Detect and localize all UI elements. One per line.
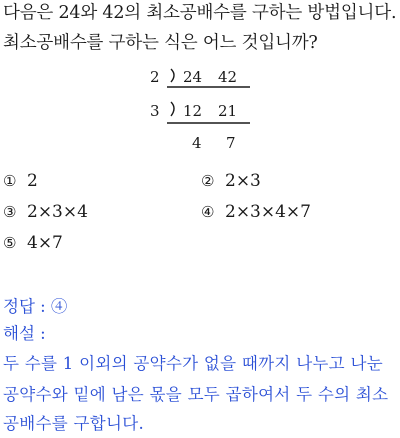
ladder-bracket-2 [171, 102, 174, 116]
choice-2-text: 2×3 [225, 171, 261, 191]
choice-5[interactable] [3, 232, 63, 254]
choice-1[interactable] [3, 170, 38, 192]
ladder-value: 42 [218, 68, 238, 86]
ladder-bracket-1 [171, 69, 174, 82]
explanation-line: 공약수와 밑에 남은 몫을 모두 곱하여서 두 수의 최소 [3, 385, 389, 404]
choice-3-mark: ③ [3, 203, 17, 221]
ladder-division-diagram [0, 66, 400, 158]
choice-1-mark: ① [3, 172, 17, 190]
ladder-quotient: 7 [226, 134, 236, 152]
ladder-value: 12 [183, 102, 203, 120]
question-line-2: 최소공배수를 구하는 식은 어느 것입니까? [3, 33, 318, 53]
ladder-value: 21 [218, 102, 238, 120]
explanation-line: 두 수를 1 이외의 공약수가 없을 때까지 나누고 나눈 [3, 354, 383, 373]
choice-2-mark: ② [201, 172, 215, 190]
choice-3-text: 2×3×4 [27, 202, 88, 222]
choice-4[interactable] [201, 201, 311, 223]
ladder-divisor-1: 2 [150, 68, 160, 86]
explanation-label: 해설 : [3, 324, 46, 343]
ladder-quotient: 4 [192, 134, 202, 152]
choice-5-text: 4×7 [27, 233, 63, 253]
choice-3[interactable] [3, 201, 88, 223]
choice-5-mark: ⑤ [3, 234, 17, 252]
choice-4-text: 2×3×4×7 [225, 202, 311, 222]
answer-label: 정답 : ④ [3, 297, 68, 316]
question-line-1: 다음은 24와 42의 최소공배수를 구하는 방법입니다. [3, 3, 397, 23]
choice-1-text: 2 [27, 171, 38, 191]
ladder-value: 24 [183, 68, 203, 86]
explanation-line: 공배수를 구합니다. [3, 414, 145, 433]
choice-2[interactable] [201, 170, 261, 192]
choice-4-mark: ④ [201, 203, 215, 221]
ladder-divisor-2: 3 [150, 102, 160, 120]
